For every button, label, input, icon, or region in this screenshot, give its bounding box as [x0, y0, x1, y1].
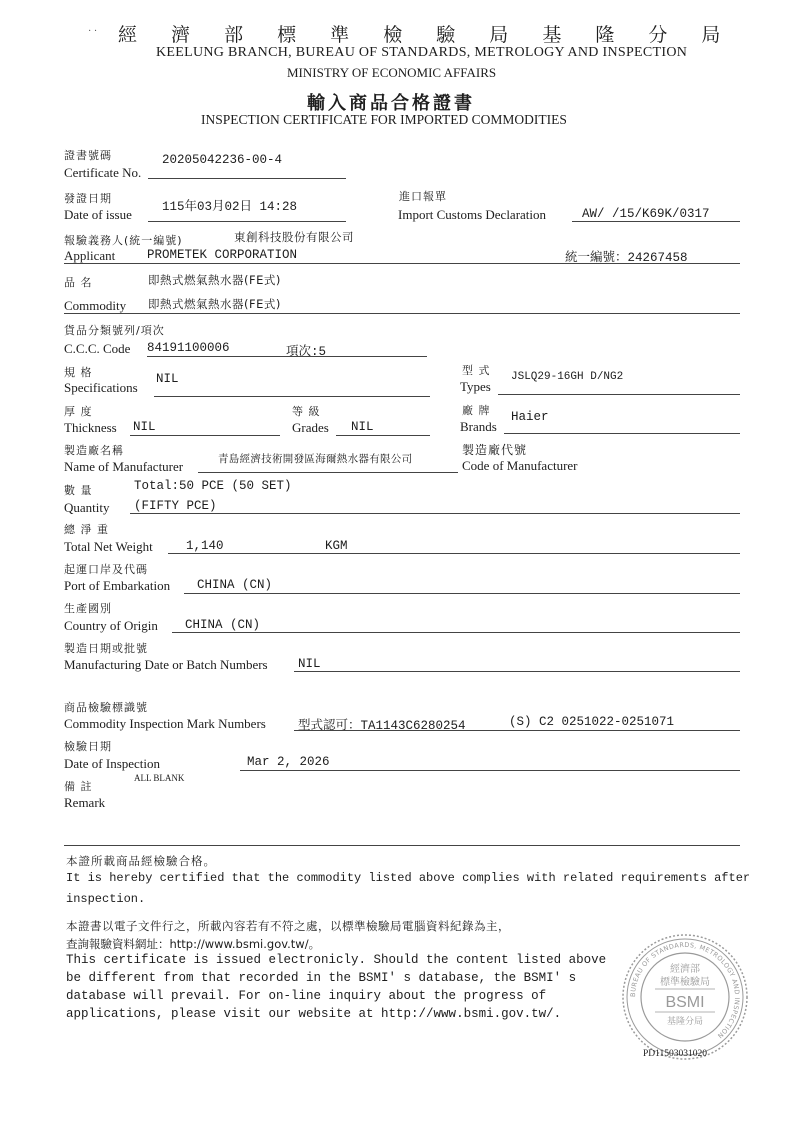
certificate-no-label-en: Certificate No. — [64, 165, 142, 180]
origin-value: CHINA (CN) — [185, 618, 261, 632]
import-customs-label-en: Import Customs Declaration — [398, 207, 547, 222]
types-value: JSLQ29-16GH D/NG2 — [511, 371, 624, 383]
types-label-zh: 型 式 — [462, 364, 491, 377]
commodity-value-top: 即熱式燃氣熱水器(FE式) — [148, 273, 281, 287]
ministry-en: MINISTRY OF ECONOMIC AFFAIRS — [287, 65, 497, 80]
thickness-value: NIL — [133, 420, 156, 434]
commodity-label-zh: 品 名 — [64, 276, 93, 289]
ccc-code-label-zh: 貨品分類號列/項次 — [64, 324, 165, 337]
grades-line — [336, 435, 430, 436]
applicant-uniform-no: 統一編號：24267458 — [565, 251, 688, 265]
manufacturer-label-en: Name of Manufacturer — [64, 459, 184, 474]
net-weight-unit: KGM — [325, 539, 348, 553]
port-label-en: Port of Embarkation — [64, 578, 171, 593]
certificate-no-value: 20205042236-00-4 — [162, 153, 283, 167]
port-label-zh: 起運口岸及代碼 — [64, 563, 148, 576]
brands-label-en: Brands — [460, 419, 497, 434]
date-of-issue-label-zh: 發證日期 — [64, 192, 112, 205]
ministry-org-zh: 經 濟 部 標 準 檢 驗 局 基 隆 分 局 — [118, 24, 735, 46]
seal-abbr: BSMI — [665, 994, 705, 1011]
code-of-manufacturer-label-en: Code of Manufacturer — [462, 458, 578, 473]
import-customs-value: AW/ /15/K69K/0317 — [582, 207, 710, 221]
ccc-code-value: 84191100006 — [147, 341, 230, 355]
mark-numbers-label-zh: 商品檢驗標識號 — [64, 701, 148, 714]
date-of-inspection-line — [240, 770, 740, 771]
specifications-line — [154, 396, 430, 397]
commodity-line — [64, 313, 740, 314]
quantity-label-en: Quantity — [64, 500, 110, 515]
quantity-line — [130, 513, 740, 514]
net-weight-line — [168, 553, 740, 554]
quantity-value: (FIFTY PCE) — [134, 499, 217, 513]
manufacturer-label-zh: 製造廠名稱 — [64, 444, 124, 457]
types-line — [498, 394, 740, 395]
remark-value: ALL BLANK — [134, 773, 185, 783]
types-label-en: Types — [460, 379, 491, 394]
mark-numbers-label-en: Commodity Inspection Mark Numbers — [64, 716, 266, 731]
statement-en-line2: inspection. — [66, 892, 146, 906]
specifications-value: NIL — [156, 372, 179, 386]
bsmi-seal — [620, 932, 750, 1062]
applicant-value-en: PROMETEK CORPORATION — [147, 248, 298, 262]
applicant-value-zh: 東創科技股份有限公司 — [234, 230, 354, 244]
notice-zh-line1: 本證書以電子文件行之，所載內容若有不符之處，以標準檢驗局電腦資料紀錄為主， — [66, 919, 510, 933]
manufacturer-value: 青島經濟技術開發區海爾熱水器有限公司 — [218, 453, 413, 465]
mark-numbers-value: 型式認可：TA1143C6280254 — [298, 719, 466, 733]
notice-en-line4: applications, please visit our website at http://www.bsmi.gov.tw/. — [66, 1007, 562, 1021]
ccc-code-item: 項次:5 — [286, 345, 327, 359]
applicant-line — [64, 263, 740, 264]
notice-en-line3: database will prevail. For on-line inquiry about the progress of — [66, 989, 547, 1003]
notice-en-line1: This certificate is issued electronicly. Should the content listed above — [66, 953, 607, 967]
code-of-manufacturer-label-zh: 製造廠代號 — [462, 443, 528, 457]
remark-line — [64, 845, 740, 846]
statement-zh: 本證所載商品經檢驗合格。 — [66, 854, 216, 868]
date-of-issue-value: 115年03月02日 14:28 — [162, 200, 298, 214]
statement-en-line1: It is hereby certified that the commodity listed above complies with related requirements after — [66, 871, 751, 885]
remark-label-zh: 備 註 — [64, 780, 93, 793]
seal-inner-zh-1: 經濟部 — [670, 964, 700, 975]
header-mark: · · — [88, 26, 98, 37]
title-en: INSPECTION CERTIFICATE FOR IMPORTED COMMODITIES — [201, 112, 567, 127]
applicant-label-en: Applicant — [64, 248, 116, 263]
net-weight-value: 1,140 — [186, 539, 224, 553]
quantity-label-zh: 數 量 — [64, 484, 93, 497]
date-of-issue-label-en: Date of issue — [64, 207, 132, 222]
notice-zh-line2: 查詢報驗資料網址：http://www.bsmi.gov.tw/。 — [66, 937, 321, 951]
brands-label-zh: 廠 牌 — [462, 404, 491, 417]
mfg-date-line — [294, 671, 740, 672]
port-value: CHINA (CN) — [197, 578, 273, 592]
commodity-label-en: Commodity — [64, 298, 127, 313]
mfg-date-value: NIL — [298, 657, 321, 671]
seal-branch-zh: 基隆分局 — [666, 1017, 704, 1027]
specifications-label-zh: 規 格 — [64, 366, 93, 379]
import-customs-label-zh: 進口報單 — [399, 190, 447, 203]
brands-line — [504, 433, 740, 434]
import-customs-line — [572, 221, 740, 222]
origin-label-zh: 生產國別 — [64, 602, 112, 615]
grades-label-en: Grades — [292, 420, 329, 435]
quantity-value-top: Total:50 PCE (50 SET) — [134, 479, 292, 493]
net-weight-label-en: Total Net Weight — [64, 539, 153, 554]
date-of-issue-line — [148, 221, 346, 222]
date-of-inspection-label-zh: 檢驗日期 — [64, 740, 112, 753]
origin-line — [172, 632, 740, 633]
mfg-date-label-en: Manufacturing Date or Batch Numbers — [64, 657, 268, 672]
thickness-label-zh: 厚 度 — [64, 405, 93, 418]
manufacturer-line — [198, 472, 458, 473]
thickness-label-en: Thickness — [64, 420, 117, 435]
ccc-code-line — [147, 356, 427, 357]
origin-label-en: Country of Origin — [64, 618, 158, 633]
title-zh: 輸入商品合格證書 — [307, 93, 475, 114]
net-weight-label-zh: 總 淨 重 — [64, 523, 109, 536]
certificate-no-label-zh: 證書號碼 — [64, 149, 112, 162]
certificate-no-line — [148, 178, 346, 179]
seal-inner-zh-2: 標準檢驗局 — [660, 977, 710, 988]
date-of-inspection-value: Mar 2, 2026 — [247, 755, 330, 769]
grades-value: NIL — [351, 420, 374, 434]
mark-numbers-value2: (S) C2 0251022-0251071 — [509, 715, 675, 729]
mfg-date-label-zh: 製造日期或批號 — [64, 642, 148, 655]
commodity-value: 即熱式燃氣熱水器(FE式) — [148, 297, 281, 311]
ccc-code-label-en: C.C.C. Code — [64, 341, 131, 356]
grades-label-zh: 等 級 — [292, 405, 321, 418]
notice-en-line2: be different from that recorded in the BSMI' s database, the BSMI' s — [66, 971, 577, 985]
mark-numbers-line — [294, 730, 740, 731]
seal-ring-textpath: BUREAU OF STANDARDS, METROLOGY AND INSPECTION — [628, 940, 742, 1040]
org-en: KEELUNG BRANCH, BUREAU OF STANDARDS, METROLOGY AND INSPECTION — [156, 45, 688, 60]
thickness-line — [130, 435, 280, 436]
specifications-label-en: Specifications — [64, 380, 138, 395]
remark-label-en: Remark — [64, 795, 106, 810]
port-line — [184, 593, 740, 594]
seal-doc-no: PD11503031020 — [643, 1049, 708, 1059]
applicant-label-zh: 報驗義務人(統一編號) — [64, 234, 183, 247]
date-of-inspection-label-en: Date of Inspection — [64, 756, 161, 771]
brands-value: Haier — [511, 410, 549, 424]
